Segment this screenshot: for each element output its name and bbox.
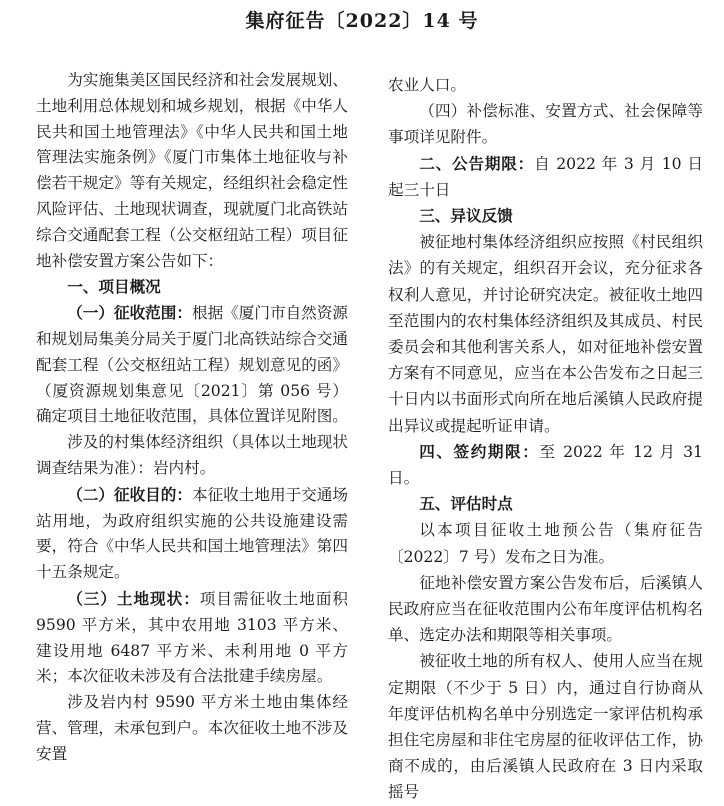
- section-1-heading: 一、项目概况: [67, 277, 161, 297]
- scope-paragraph: [36, 300, 348, 430]
- notice-period-text: 自 2022 年 3 月 10 日起三十日: [388, 154, 703, 199]
- intro-paragraph: 为实施集美区国民经济和社会发展规划、土地利用总体规划和城乡规划，根据《中华人民共和国土地管理法》《中华人民共和国土地管理法实施条例》《厦门市集体土地征收与补偿若干规定》等有关规定，经组织社会稳定性风险评估、土地现状调查，现就厦门北高铁站综合交通配套工程（公交枢纽站工程）项目征地补偿安置方案公告如下：: [36, 71, 348, 270]
- compensation-paragraph: （四）补偿标准、安置方式、社会保障等事项详见附件。: [388, 102, 703, 147]
- document-title: 集府征告〔2022〕14 号: [245, 10, 479, 32]
- left-column: [36, 68, 348, 768]
- assessment-date-paragraph: 以本项目征收土地预公告（集府征告〔2022〕7 号）发布之日为准。: [388, 521, 703, 566]
- village-paragraph: 涉及的村集体经济组织（具体以土地现状调查结果为准）：岩内村。: [36, 433, 348, 477]
- objection-paragraph: 被征地村集体经济组织应按照《村民组织法》的有关规定，组织召开会议，充分征求各权利人意见，并讨论研究决定。被征收土地四至范围内的农村集体经济组织及其成员、村民委员会和其他利害关系人，如对征地补偿安置方案有不同意见，应当在本公告发布之日起三十日内以书面形式向所在地后溪镇人民政府提出异议或提起听证申请。: [388, 233, 703, 435]
- signing-period-text: 至 2022 年 12 月 31 日。: [388, 442, 703, 488]
- assessment-list-paragraph: 征地补偿安置方案公告发布后，后溪镇人民政府应当在征收范围内公布年度评估机构名单、选定办法和期限等相关事项。: [388, 573, 703, 645]
- scope-label: （一）征收范围：: [67, 303, 192, 323]
- collective-land-paragraph: 涉及岩内村 9590 平方米土地由集体经营、管理，未承包到户。本次征收土地不涉及安置: [36, 693, 348, 763]
- notice-period-label: 二、公告期限：: [419, 153, 535, 173]
- section-5-heading: 五、评估时点: [419, 494, 513, 514]
- purpose-text: 本征收土地用于交通场站用地，为政府组织实施的公共设施建设需要，符合《中华人民共和国土地管理法》第四十五条规定。: [36, 485, 348, 582]
- assessment-selection-paragraph: 被征收土地的所有权人、使用人应当在规定期限（不少于 5 日）内，通过自行协商从年度评估机构名单中分别选定一家评估机构承担住宅房屋和非住宅房屋的征收评估工作，协商不成的，由后溪镇人民政府在 3 日内采取摇号: [388, 652, 703, 802]
- right-column: [388, 72, 703, 806]
- section-3-heading: 三、异议反馈: [419, 206, 513, 226]
- purpose-label: （二）征收目的：: [67, 484, 192, 504]
- signing-period-paragraph: [388, 439, 703, 491]
- scope-text: 根据《厦门市自然资源和规划局集美分局关于厦门北高铁站综合交通配套工程（公交枢纽站工程）规划意见的函》（厦资源规划集意见〔2021〕第 056 号）确定项目土地征收范围，具体位置详见附图。: [36, 304, 348, 426]
- signing-period-label: 四、签约期限：: [419, 441, 540, 461]
- land-status-text: 项目需征收土地面积 9590 平方米，其中农用地 3103 平方米、建设用地 6487 平方米、未利用地 0 平方米；本次征收未涉及有合法批建手续房屋。: [36, 589, 348, 686]
- notice-period-paragraph: [388, 151, 703, 203]
- continuation-text: 农业人口。: [388, 76, 466, 94]
- land-status-label: （三）土地现状：: [67, 588, 200, 608]
- land-status-paragraph: [36, 586, 348, 690]
- purpose-paragraph: [36, 482, 348, 586]
